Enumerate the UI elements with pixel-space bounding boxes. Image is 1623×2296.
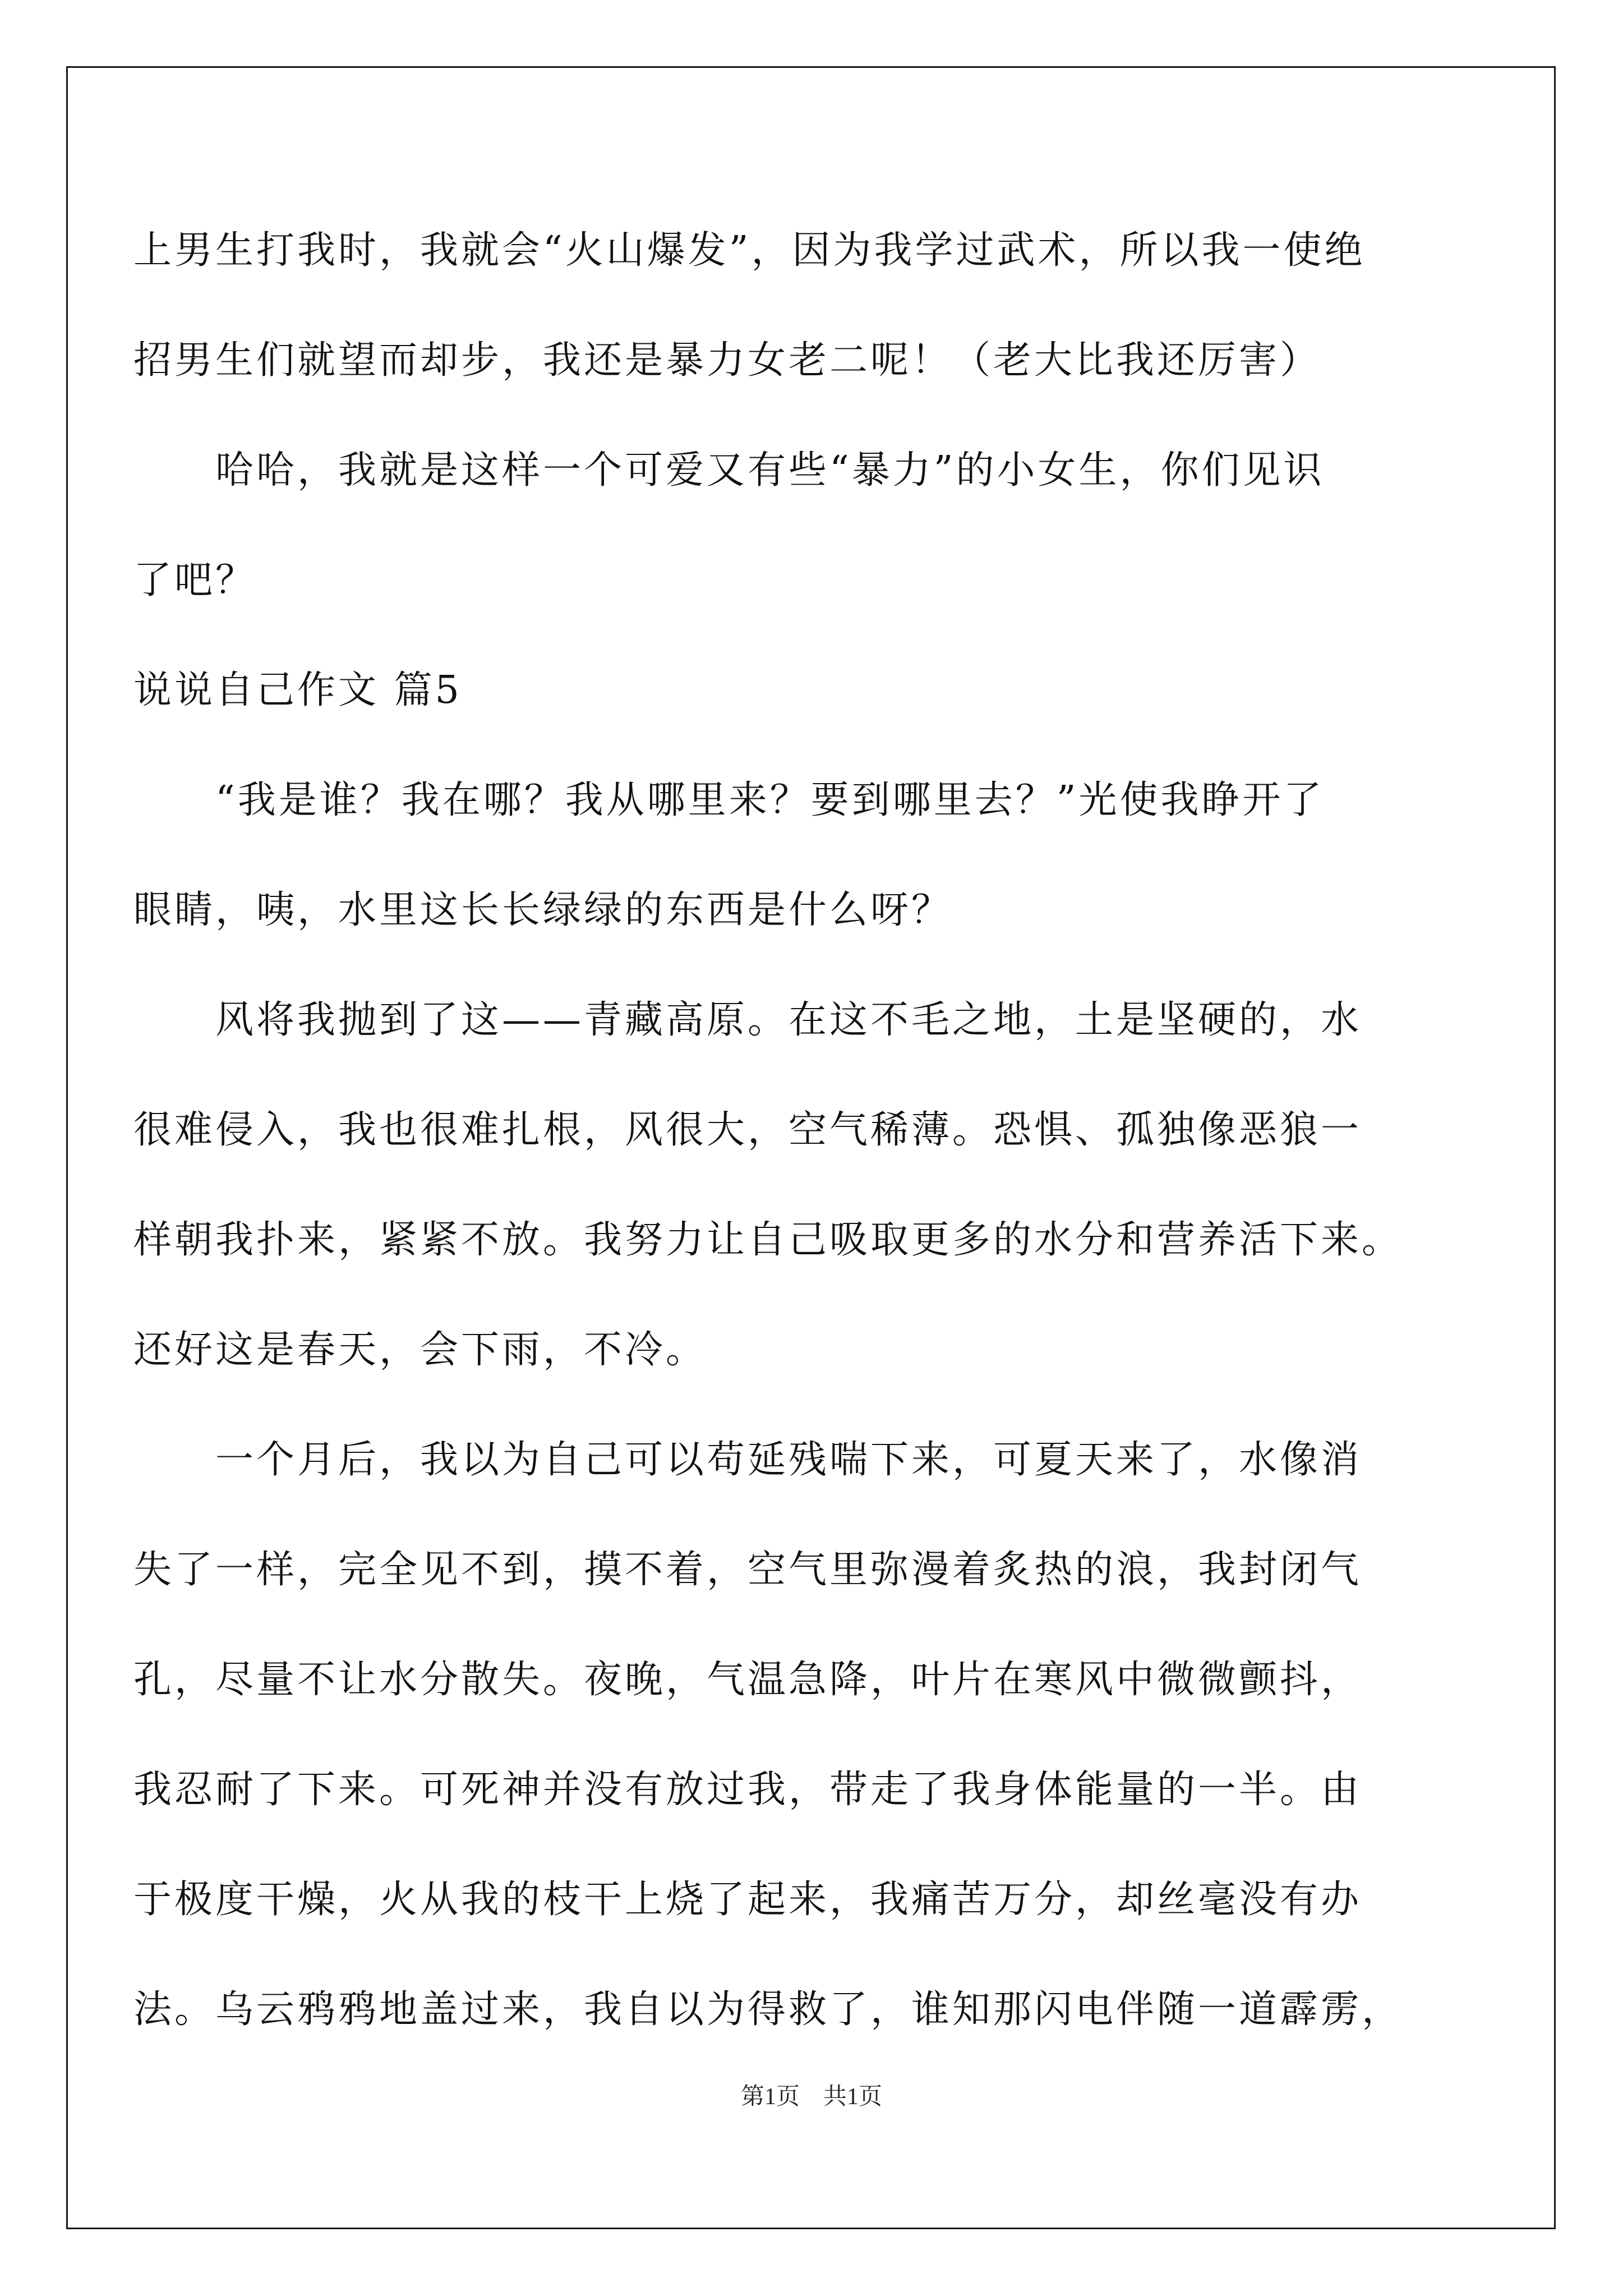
text-line: 失了一样，完全见不到，摸不着，空气里弥漫着炙热的浪，我封闭气 bbox=[133, 1548, 1362, 1592]
page-footer: 第1页 共1页 bbox=[740, 2084, 882, 2110]
text-line: 还好这是春天，会下雨，不冷。 bbox=[133, 1328, 707, 1372]
text-line: 哈哈，我就是这样一个可爱又有些“暴力”的小女生，你们见识 bbox=[133, 448, 1325, 493]
text-line: 法。乌云鸦鸦地盖过来，我自以为得救了，谁知那闪电伴随一道霹雳， bbox=[133, 1987, 1403, 2032]
text-line: 了吧？ bbox=[133, 558, 257, 602]
text-line: 一个月后，我以为自己可以苟延残喘下来，可夏天来了，水像消 bbox=[133, 1438, 1362, 1482]
text-line: 招男生们就望而却步，我还是暴力女老二呢！（老大比我还厉害） bbox=[133, 338, 1321, 383]
text-line: 样朝我扑来，紧紧不放。我努力让自己吸取更多的水分和营养活下来。 bbox=[133, 1218, 1403, 1262]
text-line: “我是谁？我在哪？我从哪里来？要到哪里去？”光使我睁开了 bbox=[133, 778, 1325, 822]
text-line: 上男生打我时，我就会“火山爆发”，因为我学过武术，所以我一使绝 bbox=[133, 228, 1366, 273]
text-line: 很难侵入，我也很难扎根，风很大，空气稀薄。恐惧、孤独像恶狼一 bbox=[133, 1108, 1362, 1152]
text-line: 眼睛，咦，水里这长长绿绿的东西是什么呀？ bbox=[133, 888, 953, 932]
text-line: 于极度干燥，火从我的枝干上烧了起来，我痛苦万分，却丝毫没有办 bbox=[133, 1878, 1362, 1922]
text-line: 孔，尽量不让水分散失。夜晚，气温急降，叶片在寒风中微微颤抖， bbox=[133, 1658, 1362, 1702]
text-line: 我忍耐了下来。可死神并没有放过我，带走了我身体能量的一半。由 bbox=[133, 1768, 1362, 1812]
text-line: 风将我抛到了这——青藏高原。在这不毛之地，土是坚硬的，水 bbox=[133, 998, 1362, 1042]
section-heading: 说说自己作文 篇5 bbox=[133, 668, 462, 712]
